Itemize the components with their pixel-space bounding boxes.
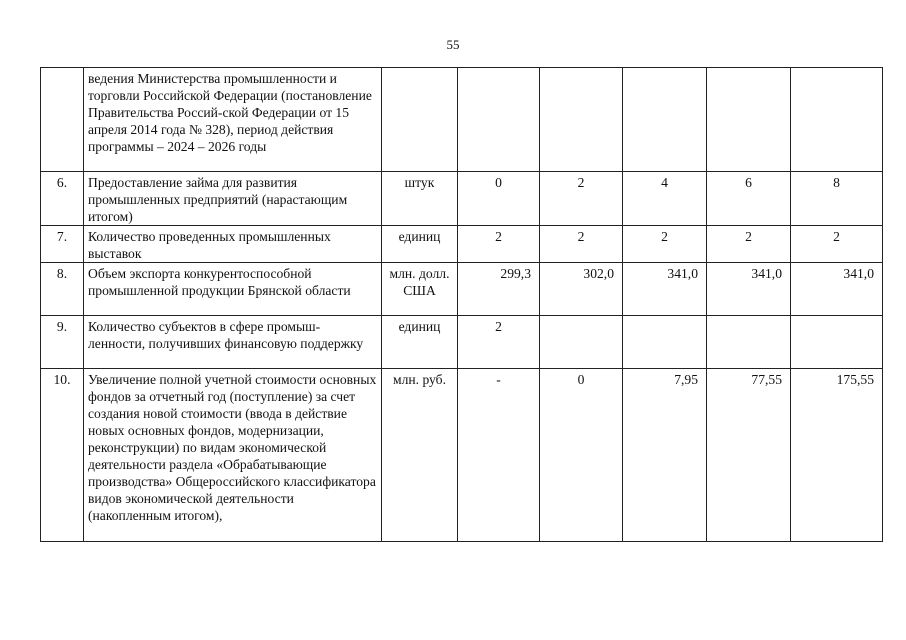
table-row bbox=[41, 172, 883, 226]
row-value bbox=[707, 316, 791, 369]
row-description: Количество субъектов в сфере промыш-ленности, получивших финансовую поддержку bbox=[84, 316, 382, 369]
row-unit-line: США bbox=[403, 283, 436, 298]
row-unit: единиц bbox=[382, 226, 458, 263]
row-value bbox=[791, 316, 883, 369]
row-description: Увеличение полной учетной стоимости основных фондов за отчетный год (поступление) за счет создания новой стоимости (ввода в действие новых основных фондов, модернизации, реконструкции) по видам экономической деятельности раздела «Обрабатывающие производства» Общероссийского классификатора видов экономической деятельности (накопленным итогом), bbox=[84, 369, 382, 542]
row-value: 0 bbox=[458, 172, 540, 226]
table-row bbox=[41, 68, 883, 172]
indicators-table bbox=[40, 67, 883, 542]
row-value: 6 bbox=[707, 172, 791, 226]
row-unit bbox=[382, 263, 458, 316]
row-value: 7,95 bbox=[623, 369, 707, 542]
table-row bbox=[41, 263, 883, 316]
row-value: 2 bbox=[458, 316, 540, 369]
row-number: 9. bbox=[41, 316, 84, 369]
row-value bbox=[791, 68, 883, 172]
row-value: 2 bbox=[707, 226, 791, 263]
row-value: 341,0 bbox=[707, 263, 791, 316]
row-value bbox=[540, 68, 623, 172]
row-value: - bbox=[458, 369, 540, 542]
row-description: ведения Министерства промышленности и торговли Российской Федерации (постановление Правительства Россий-ской Федерации от 15 апреля 2014 года № 328), период действия программы – 2024 – 2026 годы bbox=[84, 68, 382, 172]
row-value bbox=[540, 316, 623, 369]
row-description: Предоставление займа для развития промышленных предприятий (нарастающим итогом) bbox=[84, 172, 382, 226]
row-value bbox=[707, 68, 791, 172]
row-value: 2 bbox=[791, 226, 883, 263]
row-number: 6. bbox=[41, 172, 84, 226]
row-value: 341,0 bbox=[791, 263, 883, 316]
row-unit: млн. руб. bbox=[382, 369, 458, 542]
table-row bbox=[41, 369, 883, 542]
row-value bbox=[623, 68, 707, 172]
row-value: 8 bbox=[791, 172, 883, 226]
table-row bbox=[41, 316, 883, 369]
row-value: 341,0 bbox=[623, 263, 707, 316]
row-value: 2 bbox=[540, 226, 623, 263]
row-description: Количество проведенных промышленных выставок bbox=[84, 226, 382, 263]
row-description: Объем экспорта конкурентоспособной промышленной продукции Брянской области bbox=[84, 263, 382, 316]
row-number: 7. bbox=[41, 226, 84, 263]
row-number: 8. bbox=[41, 263, 84, 316]
row-value: 4 bbox=[623, 172, 707, 226]
row-unit: единиц bbox=[382, 316, 458, 369]
page-number: 55 bbox=[446, 37, 460, 52]
row-value: 175,55 bbox=[791, 369, 883, 542]
row-number: 10. bbox=[41, 369, 84, 542]
row-unit: штук bbox=[382, 172, 458, 226]
row-value bbox=[458, 68, 540, 172]
row-value: 2 bbox=[623, 226, 707, 263]
table-row bbox=[41, 226, 883, 263]
row-value: 0 bbox=[540, 369, 623, 542]
row-value: 2 bbox=[458, 226, 540, 263]
row-unit bbox=[382, 68, 458, 172]
row-value: 299,3 bbox=[458, 263, 540, 316]
row-value: 302,0 bbox=[540, 263, 623, 316]
row-value: 77,55 bbox=[707, 369, 791, 542]
row-value bbox=[623, 316, 707, 369]
row-value: 2 bbox=[540, 172, 623, 226]
row-number bbox=[41, 68, 84, 172]
row-unit-line: млн. долл. bbox=[389, 266, 450, 281]
